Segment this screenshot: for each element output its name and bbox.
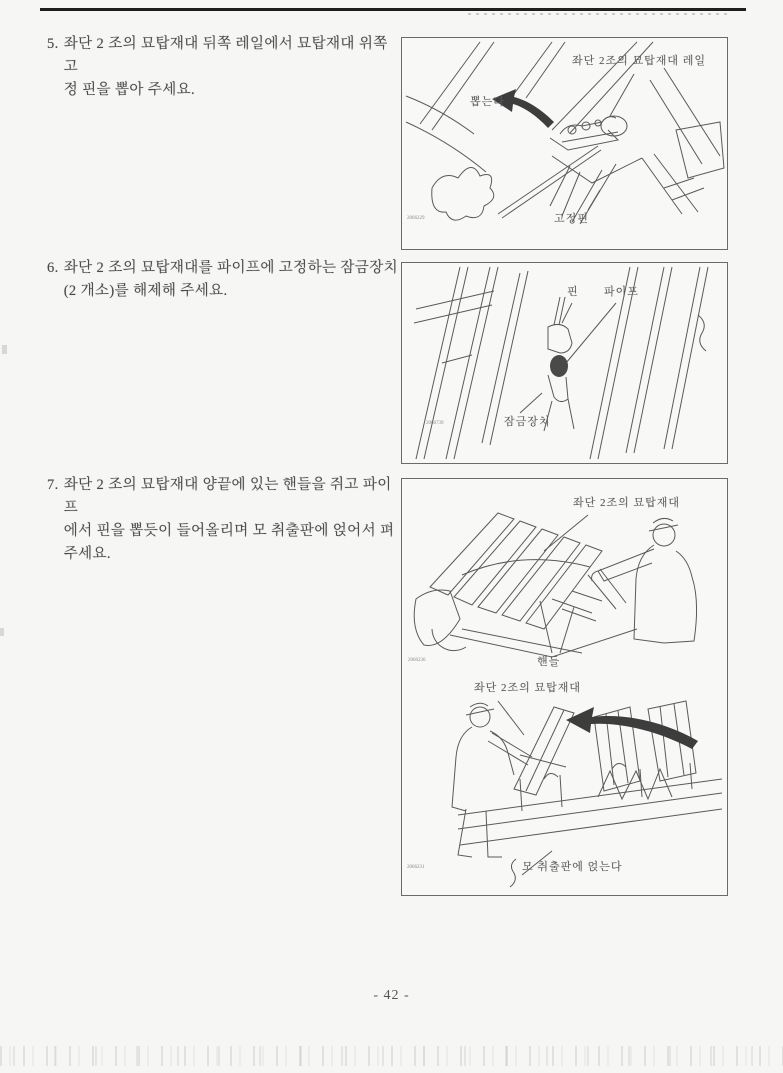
- step-5: [47, 33, 399, 102]
- label-lay-on-tray: 모 취출판에 얹는다: [522, 861, 623, 873]
- step-7-line-3: 주세요.: [63, 546, 111, 562]
- step-5-number: 5.: [47, 36, 59, 52]
- label-stand-bottom: 좌단 2조의 묘탑재대: [474, 682, 582, 694]
- step-7-number: 7.: [47, 477, 59, 493]
- page-number: - 42 -: [373, 988, 410, 1003]
- label-handle: 핸들: [537, 656, 561, 668]
- step-5-line-2: 정 핀을 뽑아 주세요.: [63, 82, 196, 98]
- step-7-text: [64, 474, 399, 566]
- step-6-text: [64, 257, 399, 303]
- step-7-line-1: 좌단 2 조의 묘탑재대 양끝에 있는 핸들을 쥐고 파이프: [63, 477, 392, 516]
- label-pipe: 파이프: [604, 286, 639, 298]
- step-7: [47, 474, 399, 566]
- scan-noise-bottom: [0, 1046, 783, 1066]
- page-top-rule: [40, 8, 746, 11]
- figure-code: 2066229: [407, 216, 425, 221]
- label-fixing-pin: 고정핀: [554, 213, 589, 225]
- figure-stand-fold: [401, 478, 728, 896]
- figure-code: 2066236: [408, 658, 426, 663]
- step-7-line-2: 에서 핀을 뽑듯이 들어올리며 모 취출판에 얹어서 펴: [63, 523, 395, 539]
- scan-noise-speck: [2, 345, 7, 354]
- label-pin: 핀: [567, 286, 579, 298]
- label-pull: 뽑는다: [470, 96, 505, 108]
- figure-code: 2066739: [426, 421, 444, 426]
- label-lock: 잠금장치: [504, 416, 551, 428]
- step-5-text: [64, 33, 399, 102]
- step-6-line-2: (2 개소)를 해제해 주세요.: [63, 283, 228, 299]
- scan-noise-top: [468, 13, 730, 15]
- figure-pin-removal: [401, 37, 728, 250]
- step-6-line-1: 좌단 2 조의 묘탑재대를 파이프에 고정하는 잠금장치: [63, 260, 399, 276]
- label-stand-top: 좌단 2조의 묘탑재대: [573, 497, 681, 509]
- figure-lock-release-line-art: [402, 263, 727, 463]
- figure-code: 2066231: [407, 865, 425, 870]
- scan-noise-speck: [0, 628, 4, 636]
- fold-arrow-icon: [566, 707, 698, 749]
- step-5-line-1: 좌단 2 조의 묘탑재대 뒤쪽 레일에서 묘탑재대 위쪽 고: [63, 36, 388, 75]
- step-6-number: 6.: [47, 260, 59, 276]
- step-6: [47, 257, 399, 303]
- label-rail: 좌단 2조의 묘탑재대 레일: [572, 55, 707, 67]
- figure-lock-release: [401, 262, 728, 464]
